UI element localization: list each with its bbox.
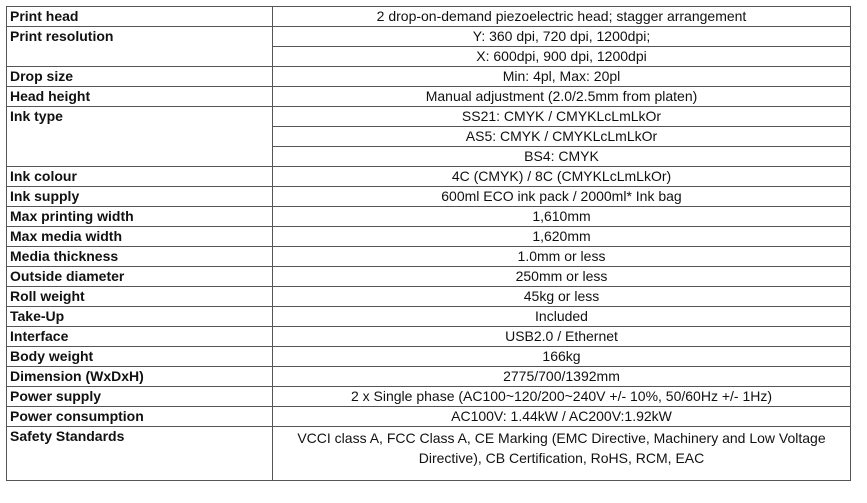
spec-label: Print head bbox=[7, 7, 273, 27]
spec-label: Safety Standards bbox=[7, 427, 273, 481]
spec-row bbox=[7, 7, 851, 27]
spec-label: Max media width bbox=[7, 227, 273, 247]
spec-row bbox=[7, 67, 851, 87]
spec-label: Ink colour bbox=[7, 167, 273, 187]
spec-value: 45kg or less bbox=[273, 287, 851, 307]
spec-label: Power consumption bbox=[7, 407, 273, 427]
spec-label: Ink supply bbox=[7, 187, 273, 207]
spec-label: Print resolution bbox=[7, 27, 273, 67]
spec-label: Head height bbox=[7, 87, 273, 107]
spec-label: Body weight bbox=[7, 347, 273, 367]
spec-row bbox=[7, 167, 851, 187]
spec-row bbox=[7, 367, 851, 387]
spec-label: Drop size bbox=[7, 67, 273, 87]
spec-value: Included bbox=[273, 307, 851, 327]
spec-value: 600ml ECO ink pack / 2000ml* Ink bag bbox=[273, 187, 851, 207]
spec-value: Min: 4pl, Max: 20pl bbox=[273, 67, 851, 87]
spec-label: Media thickness bbox=[7, 247, 273, 267]
spec-value: SS21: CMYK / CMYKLcLmLkOr bbox=[273, 107, 851, 127]
spec-row bbox=[7, 307, 851, 327]
spec-value: 1,610mm bbox=[273, 207, 851, 227]
spec-row bbox=[7, 287, 851, 307]
spec-label: Ink type bbox=[7, 107, 273, 167]
spec-row bbox=[7, 207, 851, 227]
spec-table bbox=[6, 6, 851, 481]
spec-value: 1,620mm bbox=[273, 227, 851, 247]
spec-value: Manual adjustment (2.0/2.5mm from platen) bbox=[273, 87, 851, 107]
spec-table-body bbox=[7, 7, 851, 481]
spec-value: USB2.0 / Ethernet bbox=[273, 327, 851, 347]
spec-value: X: 600dpi, 900 dpi, 1200dpi bbox=[273, 47, 851, 67]
spec-row bbox=[7, 407, 851, 427]
spec-row bbox=[7, 187, 851, 207]
spec-value: 2 x Single phase (AC100~120/200~240V +/- 10%, 50/60Hz +/- 1Hz) bbox=[273, 387, 851, 407]
spec-label: Outside diameter bbox=[7, 267, 273, 287]
spec-value: 2775/700/1392mm bbox=[273, 367, 851, 387]
spec-label: Roll weight bbox=[7, 287, 273, 307]
spec-value: AC100V: 1.44kW / AC200V:1.92kW bbox=[273, 407, 851, 427]
spec-row bbox=[7, 267, 851, 287]
spec-value: VCCI class A, FCC Class A, CE Marking (EMC Directive, Machinery and Low Voltage Directive), CB Certification, RoHS, RCM, EAC bbox=[273, 427, 851, 481]
spec-value: BS4: CMYK bbox=[273, 147, 851, 167]
spec-label: Take-Up bbox=[7, 307, 273, 327]
spec-label: Power supply bbox=[7, 387, 273, 407]
spec-row bbox=[7, 87, 851, 107]
spec-row bbox=[7, 327, 851, 347]
spec-value: Y: 360 dpi, 720 dpi, 1200dpi; bbox=[273, 27, 851, 47]
spec-row bbox=[7, 27, 851, 47]
spec-value: 166kg bbox=[273, 347, 851, 367]
spec-row bbox=[7, 427, 851, 481]
spec-row bbox=[7, 247, 851, 267]
spec-value: AS5: CMYK / CMYKLcLmLkOr bbox=[273, 127, 851, 147]
spec-row bbox=[7, 387, 851, 407]
spec-value: 2 drop-on-demand piezoelectric head; stagger arrangement bbox=[273, 7, 851, 27]
spec-value: 250mm or less bbox=[273, 267, 851, 287]
spec-label: Interface bbox=[7, 327, 273, 347]
spec-value: 1.0mm or less bbox=[273, 247, 851, 267]
spec-label: Dimension (WxDxH) bbox=[7, 367, 273, 387]
spec-value: 4C (CMYK) / 8C (CMYKLcLmLkOr) bbox=[273, 167, 851, 187]
spec-row bbox=[7, 227, 851, 247]
spec-row bbox=[7, 347, 851, 367]
spec-label: Max printing width bbox=[7, 207, 273, 227]
spec-row bbox=[7, 107, 851, 127]
